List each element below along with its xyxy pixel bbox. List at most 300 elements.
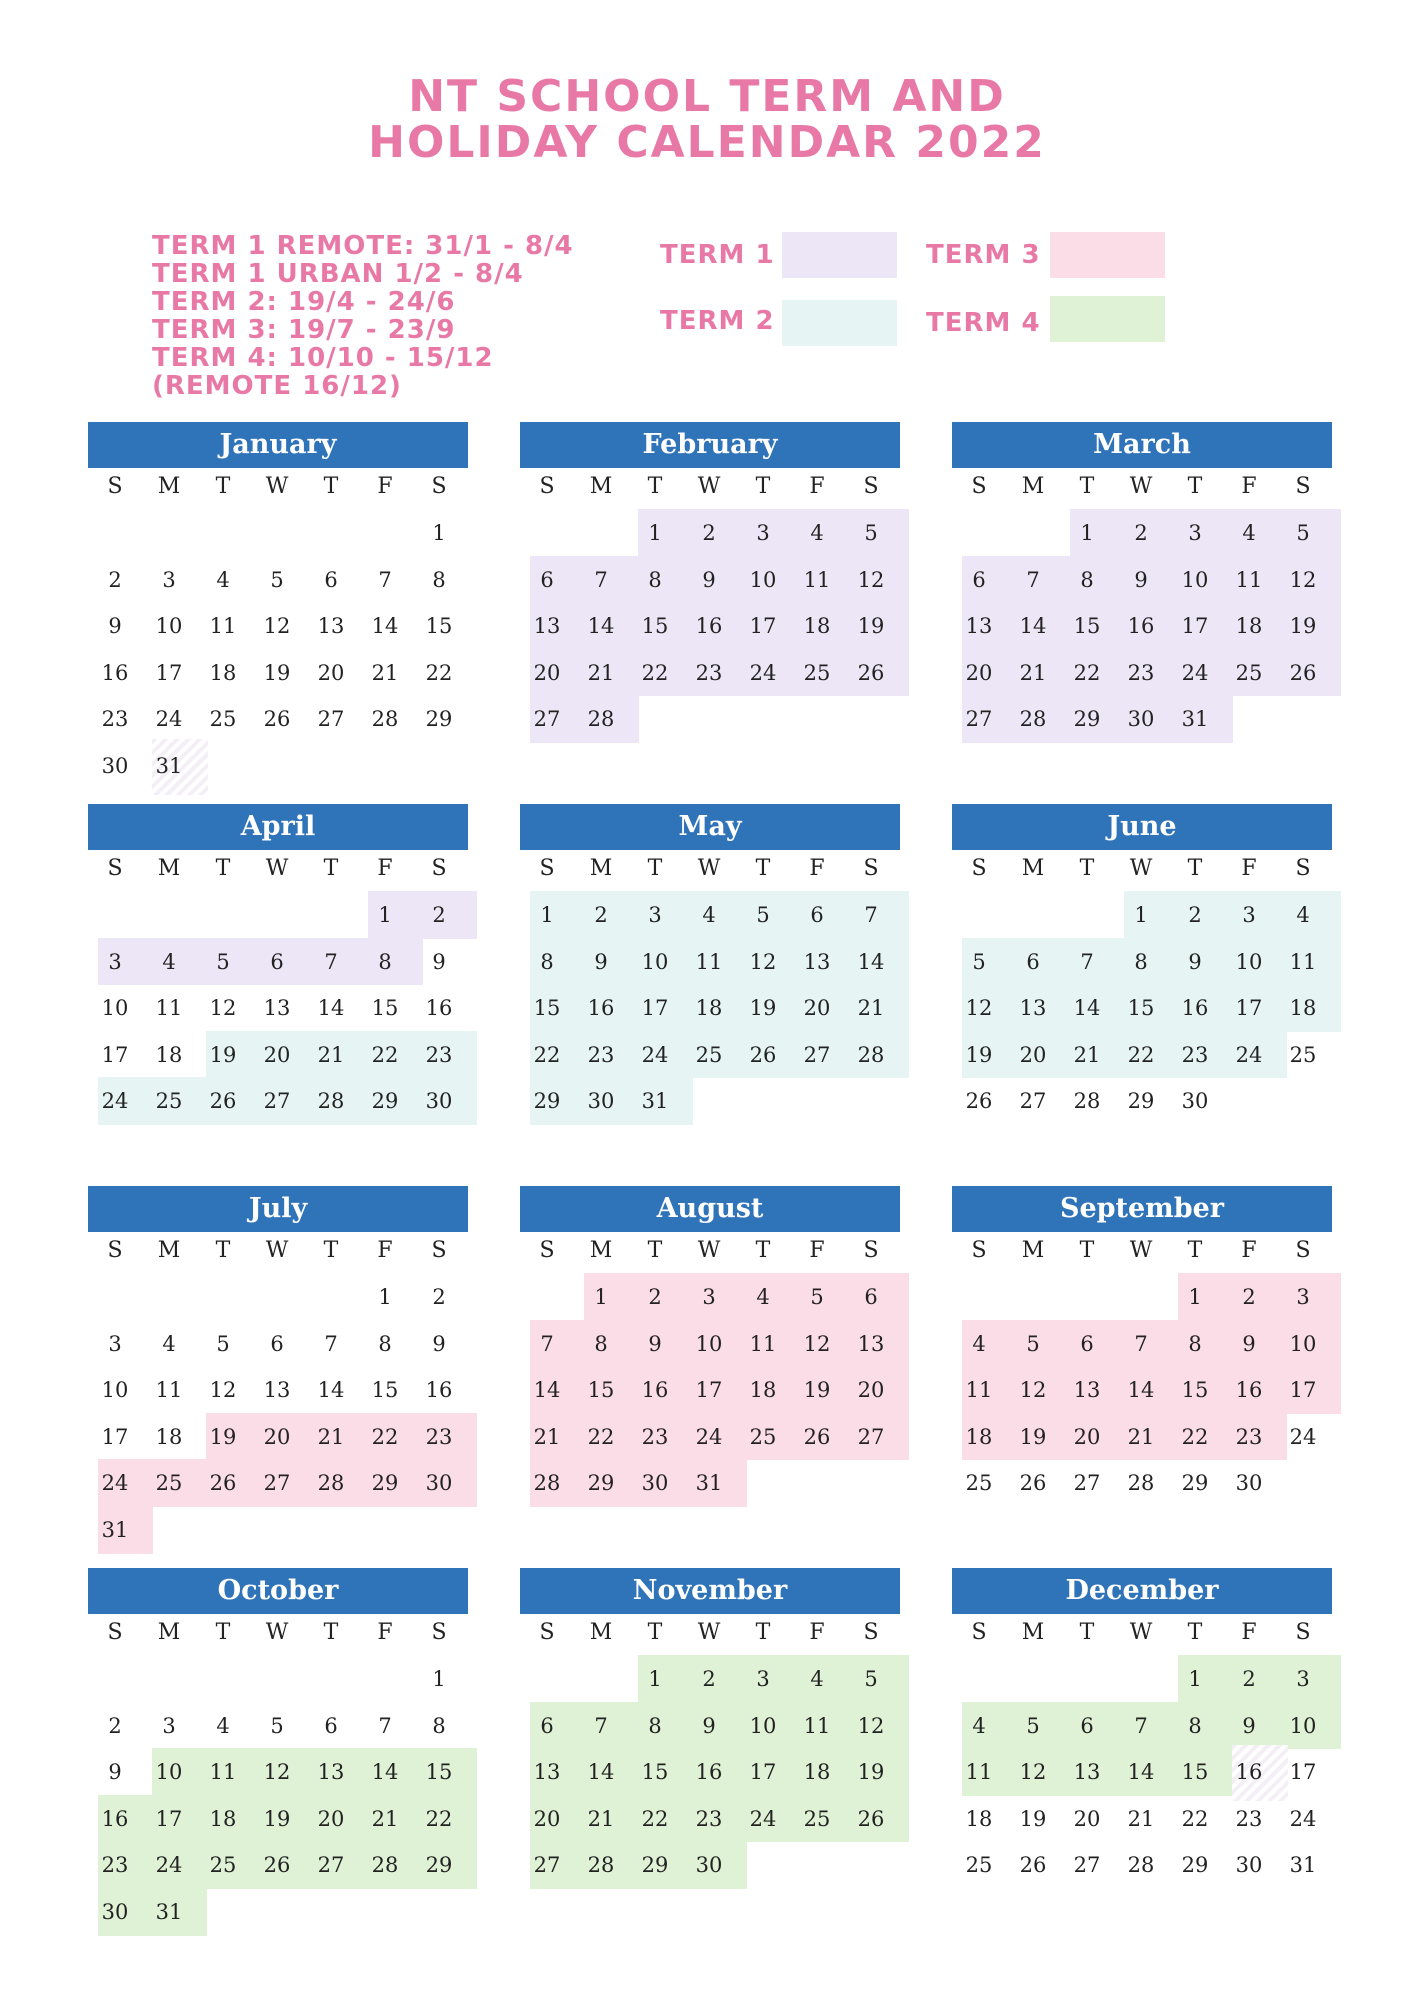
day-cell: 19: [209, 1042, 237, 1067]
day-cell: 31: [101, 1518, 129, 1542]
day-cell: 4: [810, 1667, 824, 1691]
weekday-label: F: [1241, 1620, 1257, 1645]
day-cell: 14: [1073, 996, 1101, 1021]
day-cell: 9: [432, 1331, 446, 1356]
weekday-label: M: [589, 474, 613, 499]
day-cell: 15: [371, 996, 399, 1021]
day-cell: 14: [533, 1378, 561, 1403]
day-cell: 7: [1134, 1331, 1148, 1356]
day-cell: 18: [1235, 614, 1263, 639]
day-cell: 21: [1127, 1806, 1155, 1831]
day-cell: 7: [324, 1331, 338, 1356]
day-cell: 6: [324, 1713, 338, 1738]
weekday-label: M: [157, 1620, 181, 1645]
weekday-label: W: [1129, 856, 1153, 881]
month-header: July: [88, 1186, 468, 1232]
day-cell: 6: [540, 567, 554, 592]
month-header: June: [952, 804, 1332, 850]
legend-swatch-term-4: [1050, 296, 1165, 342]
weekday-label: W: [265, 474, 289, 499]
month-header: May: [520, 804, 900, 850]
day-cell: 14: [857, 949, 885, 974]
day-cell: 27: [263, 1471, 291, 1496]
weekday-label: M: [1021, 474, 1045, 499]
day-cell: 31: [695, 1471, 723, 1496]
day-cell: 1: [594, 1285, 608, 1309]
day-cell: 22: [1073, 660, 1101, 685]
month-header: March: [952, 422, 1332, 468]
day-cell: 6: [270, 949, 284, 974]
day-cell: 26: [803, 1424, 831, 1449]
day-cell: 13: [533, 1760, 561, 1785]
day-cell: 9: [594, 949, 608, 974]
weekday-label: T: [1079, 1620, 1095, 1645]
day-cell: 16: [695, 614, 723, 639]
day-cell: 5: [1296, 521, 1310, 545]
weekday-label: M: [589, 1620, 613, 1645]
day-cell: 8: [1134, 949, 1148, 974]
day-cell: 11: [965, 1760, 993, 1785]
day-cell: 27: [263, 1089, 291, 1114]
day-cell: 31: [155, 1900, 183, 1924]
day-cell: 13: [317, 614, 345, 639]
weekday-label: T: [1187, 1620, 1203, 1645]
weekday-label: T: [647, 474, 663, 499]
day-cell: 26: [857, 1806, 885, 1831]
day-cell: 24: [749, 1806, 777, 1831]
day-cell: 22: [641, 1806, 669, 1831]
day-cell: 11: [1235, 567, 1263, 592]
day-cell: 17: [749, 1760, 777, 1785]
month-september: [952, 1186, 1332, 1566]
day-cell: 9: [1188, 949, 1202, 974]
day-cell: 22: [641, 660, 669, 685]
day-cell: 21: [587, 1806, 615, 1831]
day-cell: 16: [695, 1760, 723, 1785]
day-cell: 23: [695, 660, 723, 685]
day-cell: 9: [648, 1331, 662, 1356]
day-cell: 26: [209, 1471, 237, 1496]
day-cell: 24: [155, 1853, 183, 1878]
day-cell: 11: [155, 996, 183, 1021]
day-cell: 9: [108, 1760, 122, 1785]
day-cell: 6: [270, 1331, 284, 1356]
day-cell: 23: [1235, 1424, 1263, 1449]
day-cell: 25: [209, 1853, 237, 1878]
day-cell: 14: [317, 1378, 345, 1403]
weekday-label: F: [1241, 1238, 1257, 1263]
day-cell: 18: [965, 1806, 993, 1831]
day-cell: 18: [803, 614, 831, 639]
weekday-label: S: [107, 856, 123, 881]
day-cell: 23: [101, 1853, 129, 1878]
month-june: [952, 804, 1332, 1184]
day-cell: 13: [1073, 1378, 1101, 1403]
day-cell: 16: [1235, 1378, 1263, 1403]
day-cell: 7: [378, 1713, 392, 1738]
day-cell: 2: [1134, 521, 1148, 545]
day-cell: 24: [155, 707, 183, 732]
weekday-label: W: [1129, 1620, 1153, 1645]
day-cell: 5: [810, 1285, 824, 1309]
day-cell: 13: [1073, 1760, 1101, 1785]
day-cell: 16: [1181, 996, 1209, 1021]
day-cell: 24: [1289, 1424, 1317, 1449]
day-cell: 14: [371, 614, 399, 639]
day-cell: 15: [641, 614, 669, 639]
day-cell: 8: [540, 949, 554, 974]
weekday-label: S: [1295, 1620, 1311, 1645]
weekday-label: T: [755, 474, 771, 499]
day-cell: 8: [594, 1331, 608, 1356]
day-cell: 6: [1080, 1713, 1094, 1738]
day-cell: 12: [209, 996, 237, 1021]
day-cell: 12: [965, 996, 993, 1021]
day-cell: 7: [378, 567, 392, 592]
day-cell: 23: [695, 1806, 723, 1831]
day-cell: 5: [864, 1667, 878, 1691]
weekday-label: T: [755, 1620, 771, 1645]
day-cell: 11: [803, 1713, 831, 1738]
weekday-label: S: [539, 1620, 555, 1645]
day-cell: 17: [155, 1806, 183, 1831]
day-cell: 29: [641, 1853, 669, 1878]
day-cell: 15: [1181, 1378, 1209, 1403]
day-cell: 28: [317, 1089, 345, 1114]
day-cell: 9: [108, 614, 122, 639]
weekday-label: S: [971, 474, 987, 499]
day-cell: 5: [1026, 1331, 1040, 1356]
day-cell: 17: [1289, 1760, 1317, 1785]
weekday-label: F: [1241, 474, 1257, 499]
day-cell: 23: [587, 1042, 615, 1067]
day-cell: 20: [803, 996, 831, 1021]
weekday-label: T: [1187, 1238, 1203, 1263]
day-cell: 2: [702, 1667, 716, 1691]
day-cell: 1: [432, 1667, 446, 1691]
day-cell: 30: [101, 1900, 129, 1924]
month-april: [88, 804, 468, 1184]
day-cell: 4: [810, 521, 824, 545]
day-cell: 10: [101, 996, 129, 1021]
day-cell: 19: [1019, 1424, 1047, 1449]
weekday-label: S: [431, 1238, 447, 1263]
day-cell: 22: [1181, 1806, 1209, 1831]
day-cell: 3: [1188, 521, 1202, 545]
day-cell: 4: [216, 1713, 230, 1738]
day-cell: 19: [749, 996, 777, 1021]
day-cell: 30: [101, 754, 129, 778]
day-cell: 12: [749, 949, 777, 974]
day-cell: 2: [1188, 903, 1202, 927]
weekday-label: S: [863, 856, 879, 881]
weekday-label: T: [1187, 474, 1203, 499]
day-cell: 8: [648, 567, 662, 592]
day-cell: 5: [1026, 1713, 1040, 1738]
day-cell: 6: [810, 903, 824, 927]
day-cell: 8: [1188, 1713, 1202, 1738]
day-cell: 23: [1127, 660, 1155, 685]
day-cell: 25: [1235, 660, 1263, 685]
day-cell: 11: [209, 614, 237, 639]
day-cell: 8: [432, 567, 446, 592]
day-cell: 15: [425, 1760, 453, 1785]
day-cell: 15: [371, 1378, 399, 1403]
title-line-2: HOLIDAY CALENDAR 2022: [368, 117, 1046, 168]
day-cell: 15: [425, 614, 453, 639]
weekday-label: T: [323, 1238, 339, 1263]
day-cell: 8: [1188, 1331, 1202, 1356]
day-cell: 20: [857, 1378, 885, 1403]
weekday-label: S: [971, 1238, 987, 1263]
day-cell: 29: [587, 1471, 615, 1496]
legend-label-term-3: TERM 3: [926, 240, 1041, 270]
day-cell: 24: [641, 1042, 669, 1067]
day-cell: 8: [378, 949, 392, 974]
day-cell: 15: [1073, 614, 1101, 639]
day-cell: 14: [587, 1760, 615, 1785]
weekday-label: F: [809, 1620, 825, 1645]
weekday-label: T: [215, 474, 231, 499]
day-cell: 30: [1127, 707, 1155, 732]
term-date-line: (REMOTE 16/12): [152, 371, 402, 401]
day-cell: 31: [1181, 707, 1209, 732]
weekday-label: T: [647, 1620, 663, 1645]
day-cell: 7: [594, 567, 608, 592]
day-cell: 7: [324, 949, 338, 974]
day-cell: 10: [695, 1331, 723, 1356]
day-cell: 24: [101, 1471, 129, 1496]
day-cell: 21: [1019, 660, 1047, 685]
day-cell: 19: [803, 1378, 831, 1403]
day-cell: 15: [587, 1378, 615, 1403]
day-cell: 5: [270, 567, 284, 592]
day-cell: 28: [587, 707, 615, 732]
weekday-label: T: [1079, 474, 1095, 499]
term-date-line: TERM 1 REMOTE: 31/1 - 8/4: [152, 231, 574, 261]
day-cell: 18: [803, 1760, 831, 1785]
legend-swatch-term-2: [782, 300, 897, 346]
day-cell: 12: [263, 1760, 291, 1785]
day-cell: 30: [641, 1471, 669, 1496]
day-cell: 27: [317, 707, 345, 732]
day-cell: 4: [162, 949, 176, 974]
day-cell: 17: [1235, 996, 1263, 1021]
weekday-label: M: [157, 856, 181, 881]
day-cell: 2: [702, 521, 716, 545]
day-cell: 18: [155, 1424, 183, 1449]
day-cell: 30: [587, 1089, 615, 1114]
day-cell: 16: [587, 996, 615, 1021]
day-cell: 11: [695, 949, 723, 974]
day-cell: 26: [263, 1853, 291, 1878]
day-cell: 10: [155, 1760, 183, 1785]
day-cell: 4: [216, 567, 230, 592]
weekday-label: M: [1021, 1238, 1045, 1263]
weekday-label: S: [863, 1238, 879, 1263]
day-cell: 24: [1181, 660, 1209, 685]
day-cell: 30: [1235, 1853, 1263, 1878]
day-cell: 3: [702, 1285, 716, 1309]
day-cell: 14: [587, 614, 615, 639]
day-cell: 26: [263, 707, 291, 732]
day-cell: 16: [1235, 1760, 1263, 1785]
day-cell: 15: [641, 1760, 669, 1785]
weekday-label: M: [1021, 856, 1045, 881]
day-cell: 28: [1127, 1853, 1155, 1878]
day-cell: 1: [540, 903, 554, 927]
day-cell: 17: [695, 1378, 723, 1403]
day-cell: 27: [533, 707, 561, 732]
month-header: January: [88, 422, 468, 468]
day-cell: 1: [1134, 903, 1148, 927]
weekday-label: M: [157, 474, 181, 499]
weekday-label: S: [107, 1620, 123, 1645]
weekday-label: W: [265, 1620, 289, 1645]
day-cell: 2: [108, 567, 122, 592]
day-cell: 13: [803, 949, 831, 974]
day-cell: 9: [1134, 567, 1148, 592]
day-cell: 17: [749, 614, 777, 639]
page-title: [0, 71, 1414, 168]
month-november: [520, 1568, 900, 1948]
weekday-label: S: [971, 1620, 987, 1645]
day-cell: 13: [1019, 996, 1047, 1021]
day-cell: 17: [101, 1424, 129, 1449]
day-cell: 17: [641, 996, 669, 1021]
day-cell: 24: [695, 1424, 723, 1449]
weekday-label: F: [809, 856, 825, 881]
day-cell: 18: [155, 1042, 183, 1067]
day-cell: 25: [695, 1042, 723, 1067]
legend-label-term-1: TERM 1: [660, 240, 775, 270]
day-cell: 13: [317, 1760, 345, 1785]
term-date-line: TERM 2: 19/4 - 24/6: [152, 287, 456, 317]
day-cell: 7: [1134, 1713, 1148, 1738]
day-cell: 19: [209, 1424, 237, 1449]
day-cell: 12: [803, 1331, 831, 1356]
day-cell: 13: [263, 996, 291, 1021]
day-cell: 29: [371, 1471, 399, 1496]
day-cell: 21: [371, 660, 399, 685]
day-cell: 21: [857, 996, 885, 1021]
day-cell: 19: [857, 614, 885, 639]
day-cell: 27: [965, 707, 993, 732]
day-cell: 25: [155, 1089, 183, 1114]
weekday-label: M: [589, 856, 613, 881]
day-cell: 1: [1080, 521, 1094, 545]
day-cell: 28: [587, 1853, 615, 1878]
weekday-label: W: [265, 1238, 289, 1263]
weekday-label: W: [697, 1238, 721, 1263]
day-cell: 20: [1073, 1424, 1101, 1449]
day-cell: 5: [216, 1331, 230, 1356]
day-cell: 18: [209, 1806, 237, 1831]
day-cell: 24: [749, 660, 777, 685]
weekday-label: T: [215, 856, 231, 881]
day-cell: 25: [965, 1853, 993, 1878]
day-cell: 20: [317, 1806, 345, 1831]
weekday-label: S: [863, 474, 879, 499]
weekday-label: S: [431, 474, 447, 499]
day-cell: 16: [101, 660, 129, 685]
day-cell: 10: [1235, 949, 1263, 974]
weekday-label: W: [1129, 1238, 1153, 1263]
day-cell: 14: [1019, 614, 1047, 639]
day-cell: 16: [425, 996, 453, 1021]
weekday-label: W: [697, 1620, 721, 1645]
weekday-label: T: [1187, 856, 1203, 881]
day-cell: 30: [695, 1853, 723, 1878]
day-cell: 23: [425, 1424, 453, 1449]
day-cell: 24: [101, 1089, 129, 1114]
day-cell: 27: [803, 1042, 831, 1067]
month-january: [88, 422, 468, 802]
month-march: [952, 422, 1332, 802]
day-cell: 27: [1073, 1471, 1101, 1496]
day-cell: 12: [263, 614, 291, 639]
day-cell: 22: [533, 1042, 561, 1067]
day-cell: 30: [425, 1089, 453, 1114]
day-cell: 26: [749, 1042, 777, 1067]
day-cell: 3: [1296, 1285, 1310, 1309]
day-cell: 14: [1127, 1378, 1155, 1403]
weekday-label: T: [323, 1620, 339, 1645]
day-cell: 8: [648, 1713, 662, 1738]
day-cell: 9: [432, 949, 446, 974]
month-july: [88, 1186, 468, 1566]
day-cell: 3: [108, 949, 122, 974]
day-cell: 22: [425, 660, 453, 685]
weekday-label: F: [377, 474, 393, 499]
day-cell: 7: [1026, 567, 1040, 592]
day-cell: 19: [1019, 1806, 1047, 1831]
day-cell: 28: [1073, 1089, 1101, 1114]
day-cell: 27: [317, 1853, 345, 1878]
day-cell: 25: [803, 660, 831, 685]
day-cell: 18: [695, 996, 723, 1021]
month-october: [88, 1568, 468, 1948]
day-cell: 10: [1289, 1713, 1317, 1738]
day-cell: 24: [1289, 1806, 1317, 1831]
day-cell: 3: [162, 1713, 176, 1738]
day-cell: 1: [1188, 1667, 1202, 1691]
day-cell: 3: [1296, 1667, 1310, 1691]
day-cell: 2: [1242, 1285, 1256, 1309]
day-cell: 17: [101, 1042, 129, 1067]
weekday-label: F: [809, 1238, 825, 1263]
day-cell: 29: [425, 1853, 453, 1878]
month-header: October: [88, 1568, 468, 1614]
weekday-label: W: [697, 474, 721, 499]
day-cell: 10: [749, 1713, 777, 1738]
day-cell: 5: [216, 949, 230, 974]
day-cell: 20: [263, 1042, 291, 1067]
day-cell: 23: [425, 1042, 453, 1067]
legend-swatch-term-3: [1050, 232, 1165, 278]
day-cell: 25: [1289, 1042, 1317, 1067]
weekday-label: S: [431, 1620, 447, 1645]
day-cell: 6: [864, 1285, 878, 1309]
day-cell: 1: [378, 1285, 392, 1309]
weekday-label: T: [755, 1238, 771, 1263]
weekday-label: S: [107, 1238, 123, 1263]
month-header: September: [952, 1186, 1332, 1232]
day-cell: 26: [857, 660, 885, 685]
day-cell: 19: [1289, 614, 1317, 639]
day-cell: 6: [324, 567, 338, 592]
month-header: April: [88, 804, 468, 850]
